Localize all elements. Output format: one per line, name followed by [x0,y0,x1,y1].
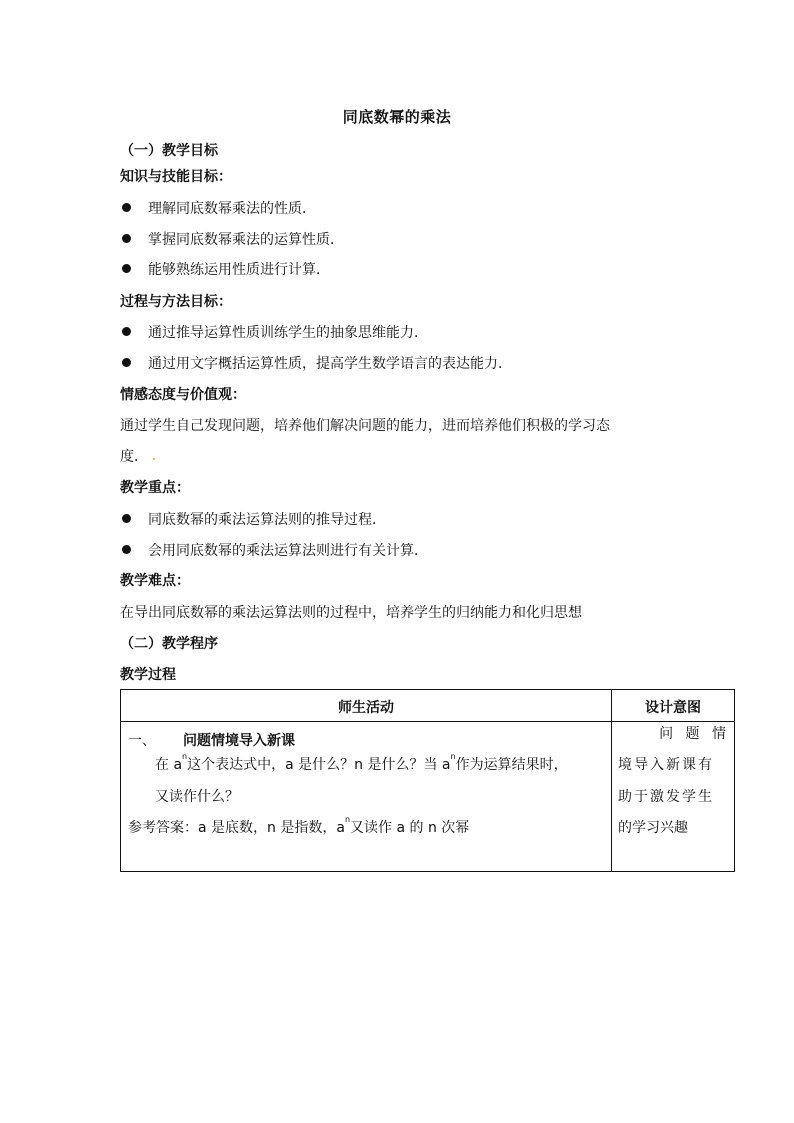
bullet-icon [122,327,131,336]
bullet-icon [122,234,131,243]
key-heading: 教学重点： [120,480,190,496]
bullet-icon [122,358,131,367]
bullet-icon [122,545,131,554]
column-header-intent: 设计意图 [645,700,701,716]
reference-answer: 参考答案：a 是底数，n 是指数，$a^n$又读作 a 的 n 次幂 [128,815,470,836]
list-item-text: 同底数幂的乘法运算法则的推导过程． [148,512,386,528]
emotion-heading: 情感态度与价值观： [120,387,246,403]
question-line1: 在 $a^n$这个表达式中，a 是什么？n 是什么？当 $a^n$作为运算结果时， [155,752,568,773]
question-line2: 又读作什么？ [155,789,239,805]
list-item-text: 通过推导运算性质训练学生的抽象思维能力． [148,325,428,341]
difficulty-text: 在导出同底数幂的乘法运算法则的过程中，培养学生的归纳能力和化归思想 [120,605,582,621]
intent-line4: 的学习兴趣 [618,820,688,836]
emotion-text-line1: 通过学生自己发现问题，培养他们解决问题的能力，进而培养他们积极的学习态 [120,418,610,434]
mark-dot [153,458,155,460]
section2-heading: （二）教学程序 [120,636,218,652]
list-item-text: 掌握同底数幂乘法的运算性质． [148,232,344,248]
page-title: 同底数幂的乘法 [342,108,452,126]
column-divider [611,690,612,871]
bullet-icon [122,514,131,523]
process-heading: 过程与方法目标： [120,294,232,310]
bullet-icon [122,264,131,273]
intent-line2: 境导入新课有 [618,757,714,773]
row-heading: 问题情境导入新课 [183,733,295,749]
intent-line3: 助于激发学生 [618,789,714,805]
process-label: 教学过程 [120,667,176,683]
section1-heading: （一）教学目标 [120,143,218,159]
row-number: 一、 [128,733,156,749]
list-item-text: 通过用文字概括运算性质，提高学生数学语言的表达能力． [148,356,512,372]
teaching-process-table [120,689,735,872]
list-item-text: 能够熟练运用性质进行计算． [148,262,330,278]
column-header-activity: 师生活动 [338,700,394,716]
knowledge-heading: 知识与技能目标： [120,169,232,185]
intent-line1: 问 题 情 [659,726,730,742]
list-item-text: 会用同底数幂的乘法运算法则进行有关计算． [148,543,428,559]
emotion-text-line2: 度． [120,449,148,465]
difficulty-heading: 教学难点： [120,573,190,589]
list-item-text: 理解同底数幂乘法的性质． [148,201,316,217]
bullet-icon [122,203,131,212]
